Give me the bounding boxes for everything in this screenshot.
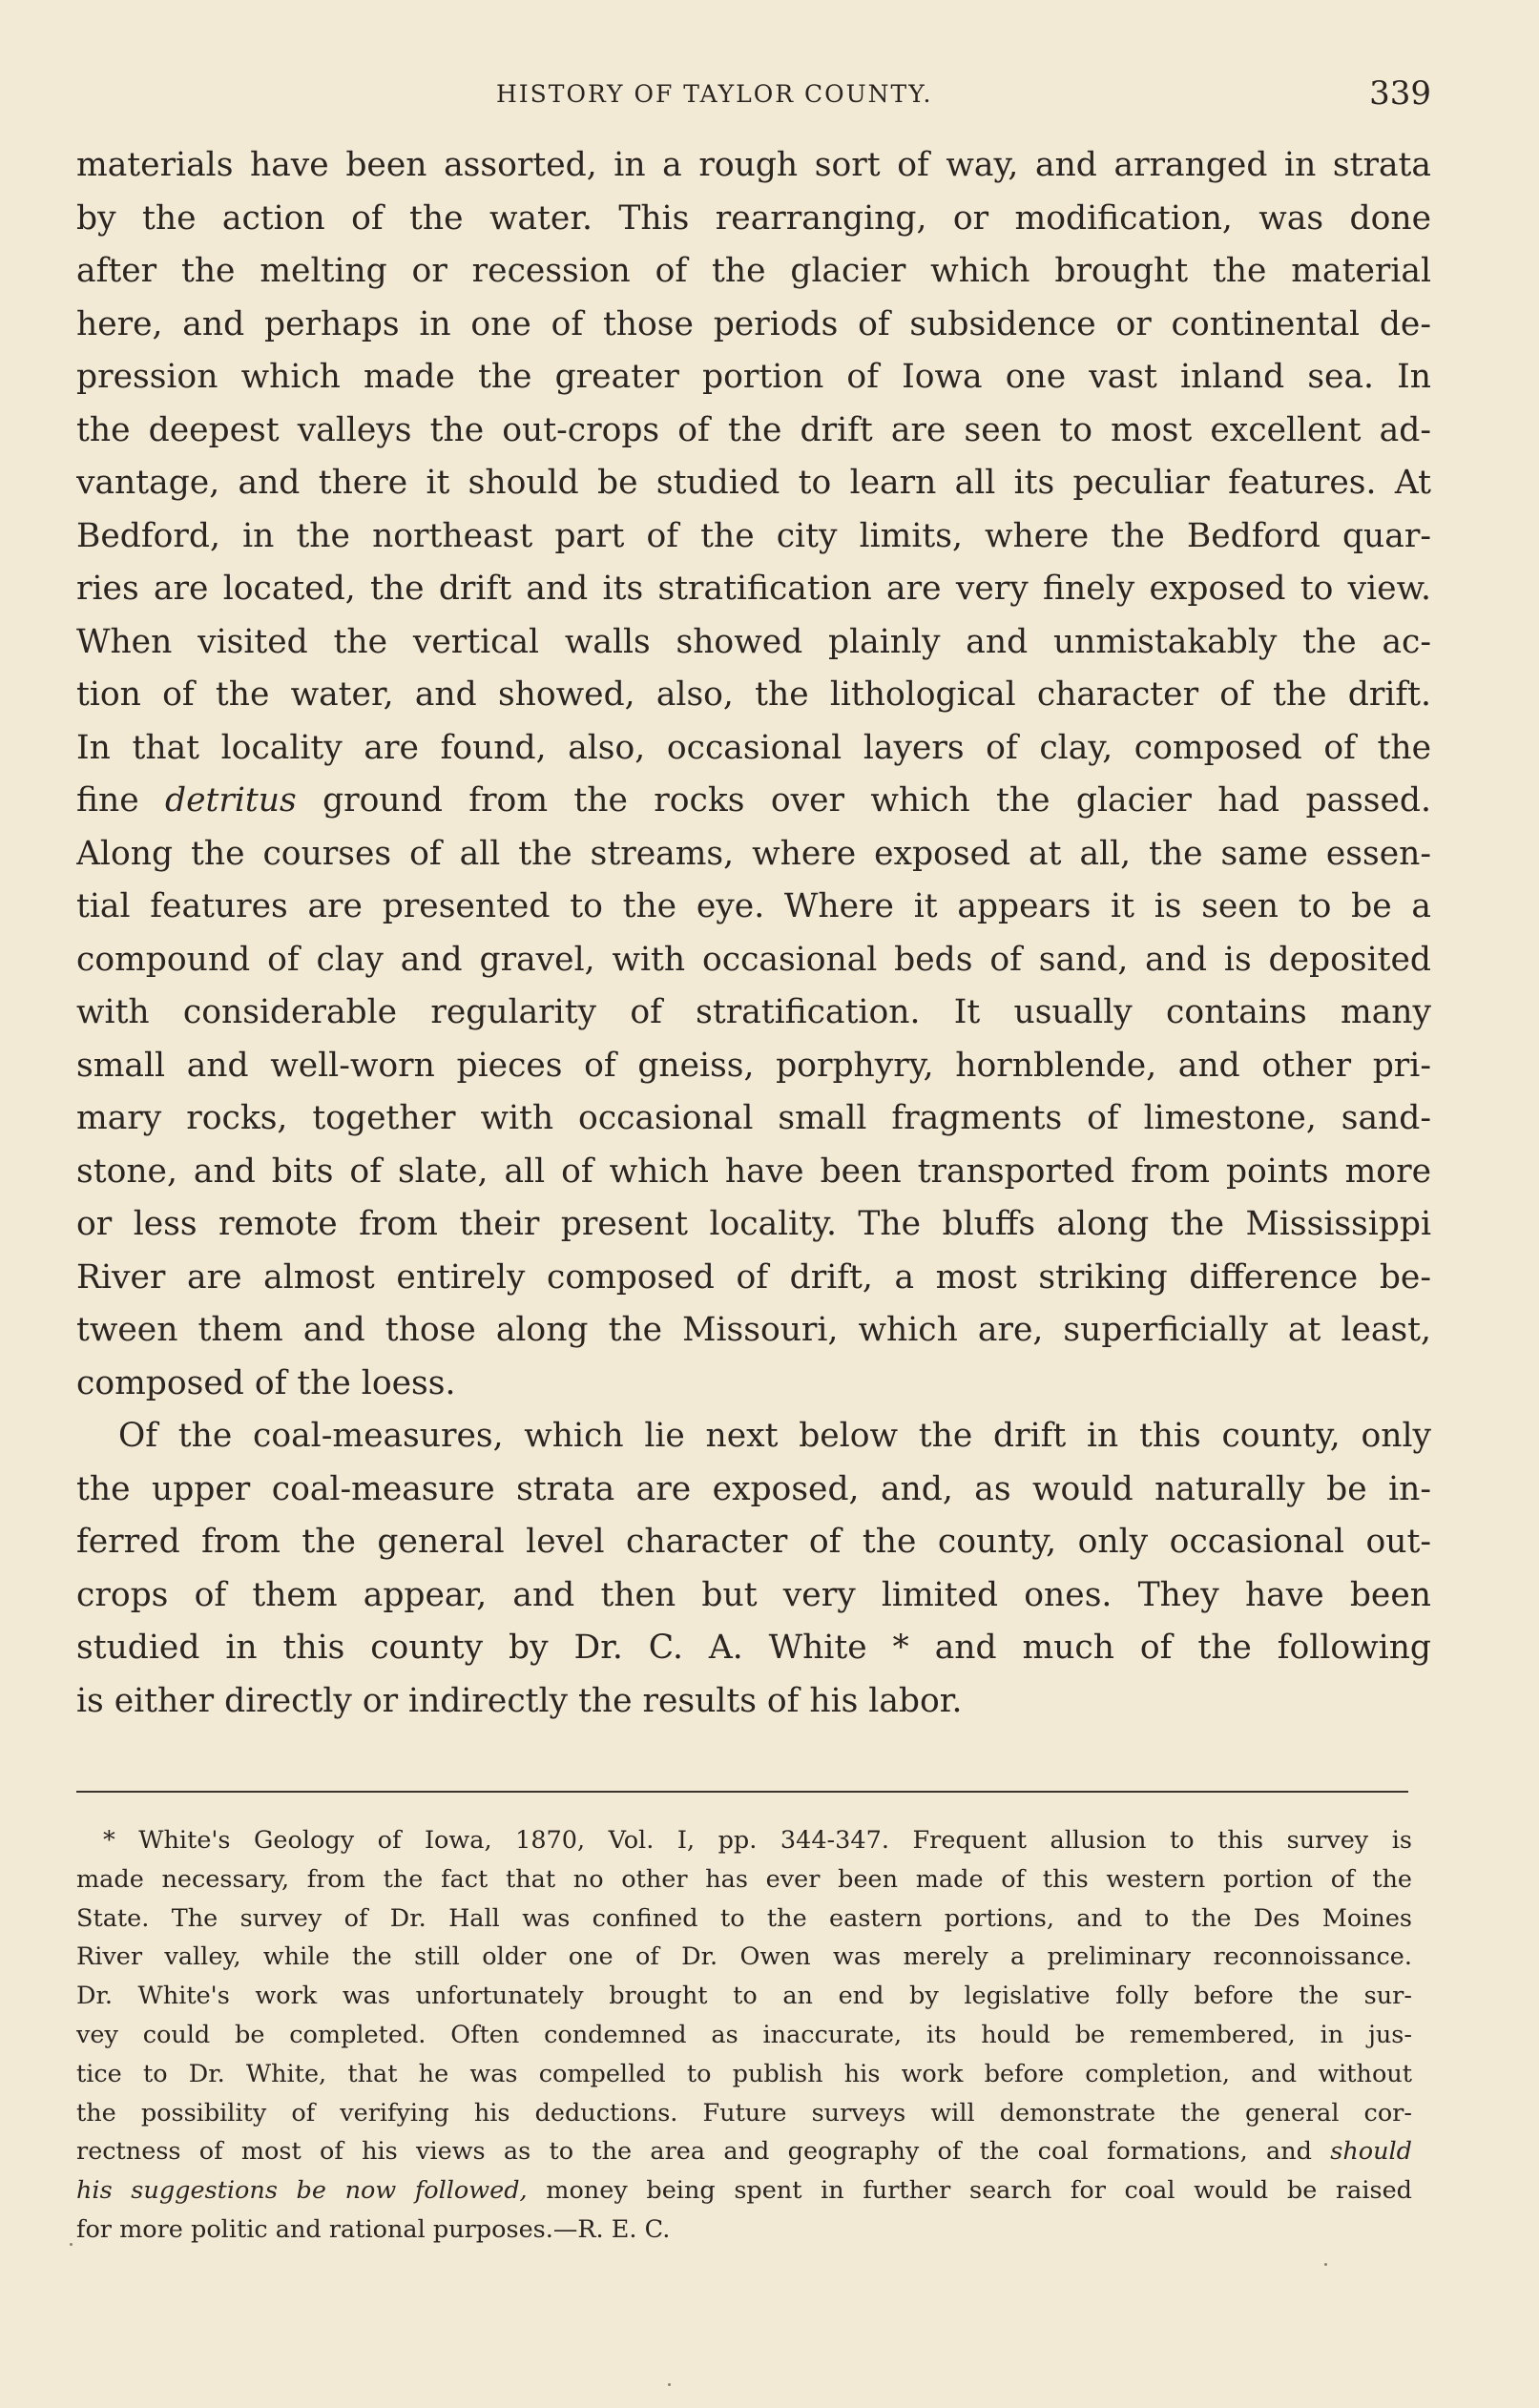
text-line: tion of the water, and showed, also, the lithological character of the drift. — [76, 675, 1431, 714]
text-line: mary rocks, together with occasional small fragments of limestone, sand- — [76, 1099, 1431, 1137]
text-line: by the action of the water. This rearranging, or modification, was done — [76, 198, 1431, 238]
text-line: ferred from the general level character of the county, only occasional out- — [76, 1523, 1431, 1561]
text-line: tial features are presented to the eye. Where it appears it is seen to be a — [76, 887, 1431, 925]
text-line: crops of them appear, and then but very limited ones. They have been — [76, 1575, 1431, 1614]
text-line: with considerable regularity of stratification. It usually contains many — [76, 993, 1431, 1031]
paper-speck — [668, 2383, 671, 2386]
page-number: 339 — [1369, 74, 1431, 113]
text-line: Bedford, in the northeast part of the city limits, where the Bedford quar- — [76, 516, 1431, 555]
text-line: Of the coal-measures, which lie next below the drift in this county, only — [118, 1417, 1431, 1455]
text-line: stone, and bits of slate, all of which have been transported from points more — [76, 1152, 1431, 1191]
text-line: compound of clay and gravel, with occasional beds of sand, and is deposited — [76, 940, 1431, 979]
text-line: When visited the vertical walls showed plainly and unmistakably the ac- — [76, 622, 1431, 661]
text-line: Along the courses of all the streams, where exposed at all, the same essen- — [76, 834, 1431, 873]
paper-speck — [1324, 2263, 1327, 2266]
footnote-line — [76, 2171, 1412, 2211]
footnote-line: * White's Geology of Iowa, 1870, Vol. I, pp. 344-347. Frequent allusion to this survey is — [103, 1826, 1412, 1855]
footnote-line: made necessary, from the fact that no other has ever been made of this western portion of the — [76, 1864, 1412, 1894]
italic-term: should — [1330, 2137, 1412, 2167]
footnote-line — [76, 2132, 1412, 2171]
text-line: is either directly or indirectly the results of his labor. — [76, 1681, 963, 1720]
text-line — [76, 775, 1431, 828]
footnote-line: for more politic and rational purposes.—R. E. C. — [76, 2214, 671, 2244]
page-header — [76, 74, 1431, 116]
italic-term: detritus — [165, 781, 297, 820]
text-line: small and well-worn pieces of gneiss, porphyry, hornblende, and other pri- — [76, 1046, 1431, 1085]
text-line: In that locality are found, also, occasional layers of clay, composed of the — [76, 728, 1431, 767]
text-line: here, and perhaps in one of those periods of subsidence or continental de- — [76, 304, 1431, 343]
italic-term: his suggestions be now followed, — [76, 2176, 528, 2206]
text-segment: fine — [76, 781, 166, 820]
text-line: the deepest valleys the out-crops of the drift are seen to most excellent ad- — [76, 410, 1431, 449]
footnote-line: State. The survey of Dr. Hall was confined to the eastern portions, and to the Des Moines — [76, 1903, 1412, 1933]
text-line: River are almost entirely composed of drift, a most striking difference be- — [76, 1257, 1431, 1297]
text-line: after the melting or recession of the glacier which brought the material — [76, 252, 1431, 290]
text-line: composed of the loess. — [76, 1363, 456, 1402]
text-line: pression which made the greater portion of Iowa one vast inland sea. In — [76, 358, 1431, 396]
running-head: HISTORY OF TAYLOR COUNTY. — [496, 80, 933, 108]
text-line: the upper coal-measure strata are exposed, and, as would naturally be in- — [76, 1469, 1431, 1508]
text-line: vantage, and there it should be studied to learn all its peculiar features. At — [76, 464, 1431, 502]
text-segment: rectness of most of his views as to the area and geography of the coal formations, and — [76, 2137, 1331, 2167]
paper-speck — [70, 2243, 73, 2246]
footnote-line: Dr. White's work was unfortunately brought to an end by legislative folly before the sur- — [76, 1982, 1412, 2011]
text-line: ries are located, the drift and its stratification are very finely exposed to view. — [76, 570, 1431, 608]
footnote-divider — [76, 1791, 1408, 1793]
main-text — [76, 139, 1431, 1728]
text-segment: ground from the rocks over which the glacier had passed. — [296, 781, 1431, 820]
text-line: materials have been assorted, in a rough sort of way, and arranged in strata — [76, 146, 1431, 184]
footnote-line: the possibility of verifying his deductions. Future surveys will demonstrate the general cor- — [76, 2098, 1412, 2128]
footnote-line: tice to Dr. White, that he was compelled to publish his work before completion, and without — [76, 2059, 1412, 2088]
text-line: or less remote from their present locality. The bluffs along the Mississippi — [76, 1205, 1431, 1243]
footnote — [76, 1821, 1412, 2250]
text-line: studied in this county by Dr. C. A. White * and much of the following — [76, 1629, 1431, 1667]
footnote-line: vey could be completed. Often condemned as inaccurate, its hould be remembered, in jus- — [76, 2020, 1412, 2049]
text-segment: money being spent in further search for coal would be raised — [527, 2176, 1412, 2206]
footnote-line: River valley, while the still older one of Dr. Owen was merely a preliminary reconnoissance. — [76, 1942, 1412, 1972]
text-line: tween them and those along the Missouri, which are, superficially at least, — [76, 1311, 1431, 1349]
